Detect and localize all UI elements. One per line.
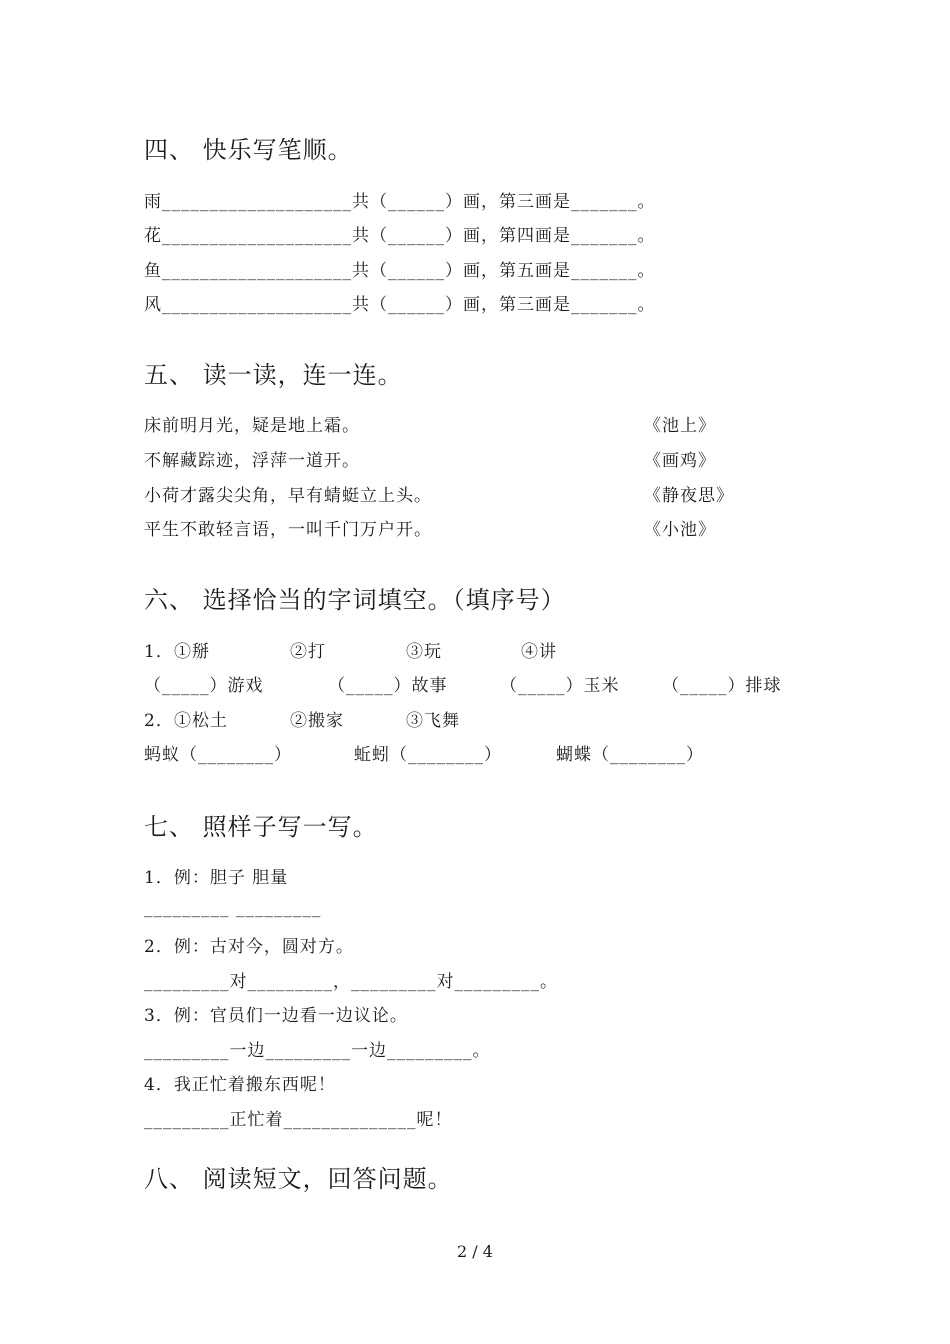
q2-label: 2． — [144, 711, 174, 731]
example-1: 1．例：胆子 胆量 — [144, 868, 289, 888]
poem-line-4: 平生不敢轻言语，一叫千门万户开。 — [144, 520, 432, 540]
stroke-row-1: 雨____________________共（______）画，第三画是_______。 — [144, 192, 656, 212]
section-5-title: 五、 读一读，连一连。 — [144, 361, 403, 389]
q2-blank-3: 蝴蝶（________） — [556, 745, 704, 765]
q2-option-1: ①松土 — [174, 711, 228, 731]
answer-1: _________ _________ — [144, 898, 322, 918]
poem-title-2: 《画鸡》 — [644, 451, 716, 471]
stroke-row-3: 鱼____________________共（______）画，第五画是_______。 — [144, 261, 656, 281]
poem-title-1: 《池上》 — [644, 416, 716, 436]
example-2: 2．例：古对今，圆对方。 — [144, 937, 354, 957]
section-7-title: 七、 照样子写一写。 — [144, 813, 378, 841]
answer-3: _________一边_________一边_________。 — [144, 1041, 491, 1061]
q2-option-2: ②搬家 — [290, 711, 344, 731]
stroke-row-2: 花____________________共（______）画，第四画是_______。 — [144, 226, 656, 246]
example-4: 4．我正忙着搬东西呢！ — [144, 1075, 336, 1095]
answer-4: _________正忙着______________呢！ — [144, 1110, 453, 1130]
q1-blank-4: （_____）排球 — [662, 676, 782, 696]
section-6-title: 六、 选择恰当的字词填空。（填序号） — [144, 586, 566, 614]
q2-option-3: ③飞舞 — [406, 711, 460, 731]
q2-blank-1: 蚂蚁（________） — [144, 745, 292, 765]
poem-title-3: 《静夜思》 — [644, 486, 734, 506]
answer-2: _________对_________，_________对_________。 — [144, 972, 558, 992]
page-number: 2 / 4 — [457, 1242, 493, 1261]
q1-blank-3: （_____）玉米 — [500, 676, 620, 696]
poem-line-2: 不解藏踪迹，浮萍一道开。 — [144, 451, 360, 471]
section-4-title: 四、 快乐写笔顺。 — [144, 136, 353, 164]
poem-line-3: 小荷才露尖尖角，早有蜻蜓立上头。 — [144, 486, 432, 506]
q1-option-2: ②打 — [290, 642, 326, 662]
poem-line-1: 床前明月光，疑是地上霜。 — [144, 416, 360, 436]
example-3: 3．例：官员们一边看一边议论。 — [144, 1006, 408, 1026]
q1-option-3: ③玩 — [406, 642, 442, 662]
q1-blank-1: （_____）游戏 — [144, 676, 264, 696]
poem-title-4: 《小池》 — [644, 520, 716, 540]
q1-option-4: ④讲 — [521, 642, 557, 662]
q1-option-1: ①掰 — [174, 642, 210, 662]
q2-blank-2: 蚯蚓（________） — [354, 745, 502, 765]
stroke-row-4: 风____________________共（______）画，第三画是_______。 — [144, 295, 656, 315]
section-8-title: 八、 阅读短文，回答问题。 — [144, 1165, 453, 1193]
q1-blank-2: （_____）故事 — [328, 676, 448, 696]
q1-label: 1． — [144, 642, 174, 662]
